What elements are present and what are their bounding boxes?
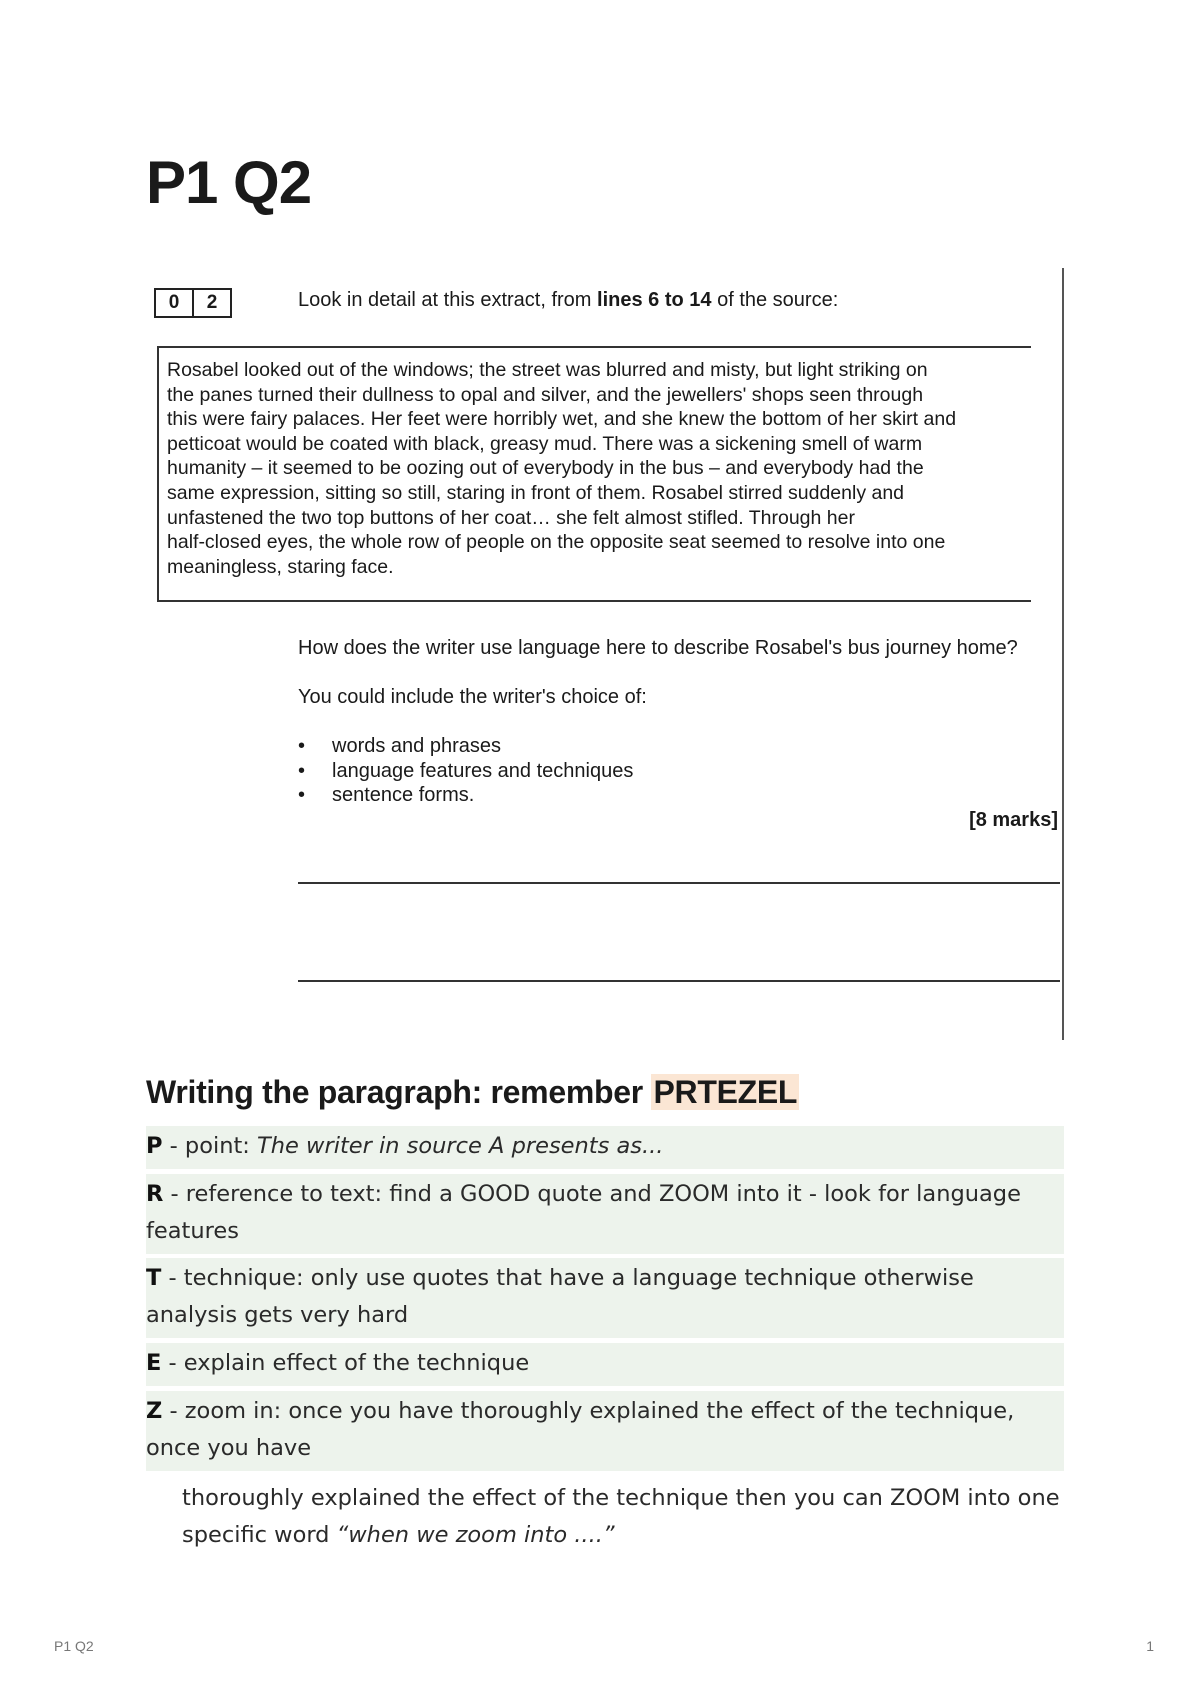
bullet-item: • words and phrases (298, 734, 633, 759)
bullet-item: • sentence forms. (298, 783, 633, 808)
answer-line (298, 882, 1060, 884)
extract-line: half-closed eyes, the whole row of people on the opposite seat seemed to resolve into one (167, 531, 946, 554)
question-number-box (154, 288, 232, 318)
marks-label: [8 marks] (969, 809, 1058, 831)
extract-line: this were fairy palaces. Her feet were horribly wet, and she knew the bottom of her skirt and (167, 408, 957, 431)
question-prompt: Look in detail at this extract, from lines 6 to 14 of the source: (298, 289, 839, 311)
page-title: P1 Q2 (146, 149, 312, 216)
callout-point: P - point: The writer in source A presents as... (146, 1126, 1064, 1169)
margin-line (1062, 268, 1064, 1040)
bullet-item: • language features and techniques (298, 759, 633, 784)
include-text: You could include the writer's choice of: (298, 686, 647, 708)
question-number-right: 2 (192, 290, 230, 316)
extract-line: meaningless, staring face. (167, 555, 394, 578)
callout-explain: E - explain effect of the technique (146, 1343, 1064, 1386)
section-heading: Writing the paragraph: remember PRTEZEL (146, 1074, 798, 1110)
extract-line: unfastened the two top buttons of her coat… she felt almost stifled. Through her (167, 506, 855, 529)
question-text: How does the writer use language here to describe Rosabel's bus journey home? (298, 637, 1018, 659)
callout-technique: T - technique: only use quotes that have a language technique otherwise analysis gets very hard (146, 1258, 1064, 1338)
callout-reference: R - reference to text: find a GOOD quote and ZOOM into it - look for language features (146, 1174, 1064, 1254)
extract-line: same expression, sitting so still, staring in front of them. Rosabel stirred suddenly and (167, 481, 905, 504)
callout-zoom: Z - zoom in: once you have thoroughly explained the effect of the technique, once you have (146, 1391, 1064, 1471)
highlight-acronym: PRTEZEL (653, 1074, 798, 1110)
bullet-list (298, 734, 633, 808)
extract-line: the panes turned their dullness to opal and silver, and the jewellers' shops seen through (167, 383, 924, 406)
question-number-left: 0 (168, 292, 180, 313)
extract-line: humanity – it seemed to be oozing out of everybody in the bus – and everybody had the (167, 457, 924, 480)
extract-line: petticoat would be coated with black, greasy mud. There was a sickening smell of warm (167, 432, 923, 455)
footer-title: P1 Q2 (54, 1638, 94, 1654)
page-number: 1 (1146, 1638, 1154, 1654)
source-extract (157, 346, 1031, 602)
answer-line (298, 980, 1060, 982)
extract-line: Rosabel looked out of the windows; the street was blurred and misty, but light striking on (167, 359, 928, 381)
zoom-continuation: thoroughly explained the effect of the technique then you can ZOOM into one specific word “when we zoom into ....” (182, 1485, 1060, 1548)
